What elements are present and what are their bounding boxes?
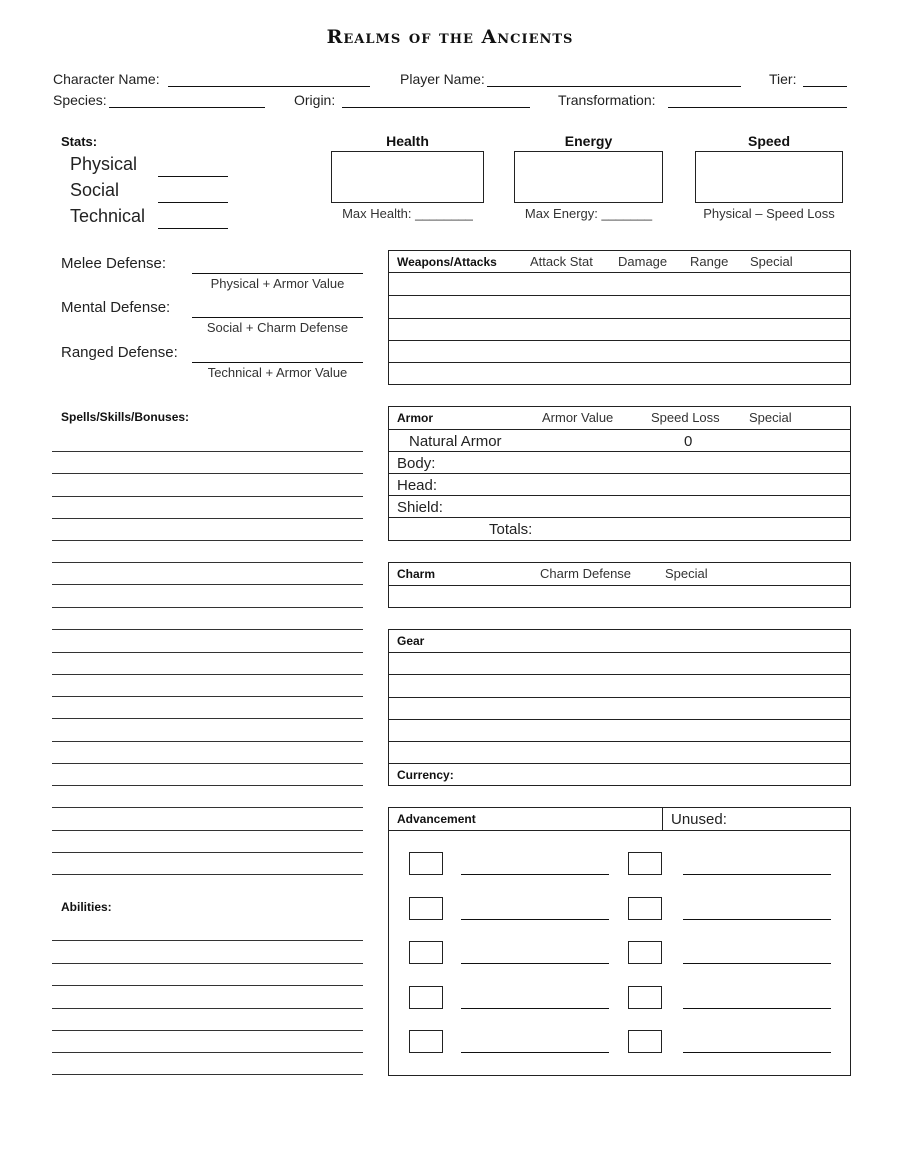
player-name-field[interactable] [487, 86, 741, 87]
spell-line[interactable] [52, 696, 363, 697]
spell-line[interactable] [52, 451, 363, 452]
spell-line[interactable] [52, 741, 363, 742]
advancement-line[interactable] [461, 1052, 609, 1053]
melee-defense-formula: Physical + Armor Value [210, 276, 345, 291]
advancement-header-rule [389, 830, 850, 831]
weapons-title: Weapons/Attacks [397, 255, 497, 269]
spell-line[interactable] [52, 718, 363, 719]
advancement-checkbox[interactable] [628, 852, 662, 875]
armor-col-special: Special [749, 410, 792, 425]
energy-heading: Energy [564, 133, 613, 149]
ranged-defense-label: Ranged Defense: [61, 344, 178, 361]
ability-line[interactable] [52, 963, 363, 964]
weapons-row[interactable] [389, 340, 850, 362]
mental-defense-label: Mental Defense: [61, 299, 171, 316]
armor-title: Armor [397, 411, 434, 425]
health-heading: Health [386, 133, 429, 149]
weapons-col-attack-stat: Attack Stat [530, 254, 593, 269]
ranged-defense-formula: Technical + Armor Value [207, 365, 348, 380]
max-energy-label: Max Energy: _______ [524, 206, 653, 221]
armor-row-head[interactable] [389, 473, 850, 495]
spell-line[interactable] [52, 785, 363, 786]
advancement-checkbox[interactable] [409, 897, 443, 920]
advancement-checkbox[interactable] [409, 1030, 443, 1053]
armor-col-speed-loss: Speed Loss [651, 410, 720, 425]
spell-line[interactable] [52, 807, 363, 808]
ability-line[interactable] [52, 1052, 363, 1053]
natural-armor-speed-loss: 0 [684, 433, 693, 450]
advancement-divider [662, 808, 663, 831]
stat-technical-label: Technical [70, 206, 146, 226]
ability-line[interactable] [52, 1074, 363, 1075]
stat-social-label: Social [70, 180, 120, 200]
spell-line[interactable] [52, 562, 363, 563]
spell-line[interactable] [52, 674, 363, 675]
advancement-line[interactable] [461, 1008, 609, 1009]
gear-row[interactable] [389, 741, 850, 763]
weapons-col-damage: Damage [618, 254, 668, 269]
advancement-title: Advancement [397, 812, 476, 826]
speed-heading: Speed [747, 133, 790, 149]
charm-col-charm-defense: Charm Defense [540, 566, 632, 581]
ability-line[interactable] [52, 1008, 363, 1009]
species-label: Species: [53, 92, 107, 108]
weapons-col-special: Special [750, 254, 793, 269]
melee-defense-label: Melee Defense: [61, 255, 167, 272]
weapons-row[interactable] [389, 295, 850, 318]
stat-physical-label: Physical [70, 154, 138, 174]
origin-label: Origin: [294, 92, 336, 108]
energy-box[interactable] [514, 151, 663, 203]
melee-defense-field[interactable] [192, 273, 363, 274]
stat-technical-field[interactable] [158, 228, 228, 229]
advancement-line[interactable] [683, 1008, 831, 1009]
character-name-label: Character Name: [53, 71, 160, 87]
tier-label: Tier: [769, 71, 797, 87]
armor-col-armor-value: Armor Value [542, 410, 614, 425]
spell-line[interactable] [52, 473, 363, 474]
weapons-col-range: Range [690, 254, 729, 269]
spell-line[interactable] [52, 763, 363, 764]
ability-line[interactable] [52, 940, 363, 941]
advancement-checkbox[interactable] [628, 1030, 662, 1053]
armor-head-label: Head: [397, 477, 438, 494]
unused-label: Unused: [671, 811, 727, 828]
advancement-line[interactable] [461, 874, 609, 875]
health-box[interactable] [331, 151, 484, 203]
stat-physical-field[interactable] [158, 176, 228, 177]
abilities-heading: Abilities: [61, 900, 112, 914]
armor-body-label: Body: [397, 455, 436, 472]
gear-table [388, 629, 851, 786]
spell-line[interactable] [52, 629, 363, 630]
charm-col-special: Special [665, 566, 708, 581]
spell-line[interactable] [52, 496, 363, 497]
advancement-table [388, 807, 851, 1076]
tier-field[interactable] [803, 86, 847, 87]
armor-row-body[interactable] [389, 451, 850, 473]
charm-table [388, 562, 851, 608]
gear-row[interactable] [389, 697, 850, 719]
max-health-label: Max Health: ________ [342, 206, 473, 221]
mental-defense-formula: Social + Charm Defense [206, 320, 349, 335]
mental-defense-field[interactable] [192, 317, 363, 318]
armor-table [388, 406, 851, 541]
transformation-label: Transformation: [558, 92, 656, 108]
character-name-field[interactable] [168, 86, 370, 87]
weapons-table [388, 250, 851, 385]
weapons-row[interactable] [389, 272, 850, 295]
transformation-field[interactable] [668, 107, 847, 108]
armor-row-natural[interactable] [389, 429, 850, 451]
weapons-row[interactable] [389, 318, 850, 340]
weapons-row[interactable] [389, 362, 850, 384]
spell-line[interactable] [52, 830, 363, 831]
sheet-title: Realms of the Ancients [326, 26, 574, 48]
stat-social-field[interactable] [158, 202, 228, 203]
advancement-line[interactable] [683, 963, 831, 964]
spell-line[interactable] [52, 652, 363, 653]
spell-line[interactable] [52, 852, 363, 853]
ability-line[interactable] [52, 985, 363, 986]
ranged-defense-field[interactable] [192, 362, 363, 363]
advancement-checkbox[interactable] [628, 941, 662, 964]
advancement-checkbox[interactable] [409, 941, 443, 964]
natural-armor-label: Natural Armor [409, 433, 502, 450]
stats-heading: Stats: [61, 134, 98, 149]
advancement-line[interactable] [461, 919, 609, 920]
charm-title: Charm [397, 567, 436, 581]
spell-line[interactable] [52, 584, 363, 585]
currency-label: Currency: [397, 768, 454, 782]
species-field[interactable] [109, 107, 265, 108]
speed-box[interactable] [695, 151, 843, 203]
spells-heading: Spells/Skills/Bonuses: [61, 410, 190, 424]
spell-line[interactable] [52, 518, 363, 519]
gear-row[interactable] [389, 674, 850, 697]
gear-title: Gear [397, 634, 425, 648]
ability-line[interactable] [52, 1030, 363, 1031]
armor-row-shield[interactable] [389, 495, 850, 517]
origin-field[interactable] [342, 107, 530, 108]
gear-row[interactable] [389, 652, 850, 674]
armor-totals-label: Totals: [489, 521, 533, 538]
armor-shield-label: Shield: [397, 499, 443, 516]
charm-row[interactable] [389, 585, 850, 607]
advancement-line[interactable] [461, 963, 609, 964]
advancement-line[interactable] [683, 1052, 831, 1053]
advancement-line[interactable] [683, 874, 831, 875]
advancement-line[interactable] [683, 919, 831, 920]
currency-row[interactable] [389, 763, 850, 785]
speed-formula-label: Physical – Speed Loss [703, 206, 835, 221]
advancement-checkbox[interactable] [409, 852, 443, 875]
advancement-checkbox[interactable] [628, 897, 662, 920]
gear-row[interactable] [389, 719, 850, 741]
spell-line[interactable] [52, 874, 363, 875]
armor-row-totals[interactable] [389, 517, 850, 540]
spell-line[interactable] [52, 540, 363, 541]
advancement-checkbox[interactable] [409, 986, 443, 1009]
player-name-label: Player Name: [400, 71, 485, 87]
advancement-checkbox[interactable] [628, 986, 662, 1009]
spell-line[interactable] [52, 607, 363, 608]
